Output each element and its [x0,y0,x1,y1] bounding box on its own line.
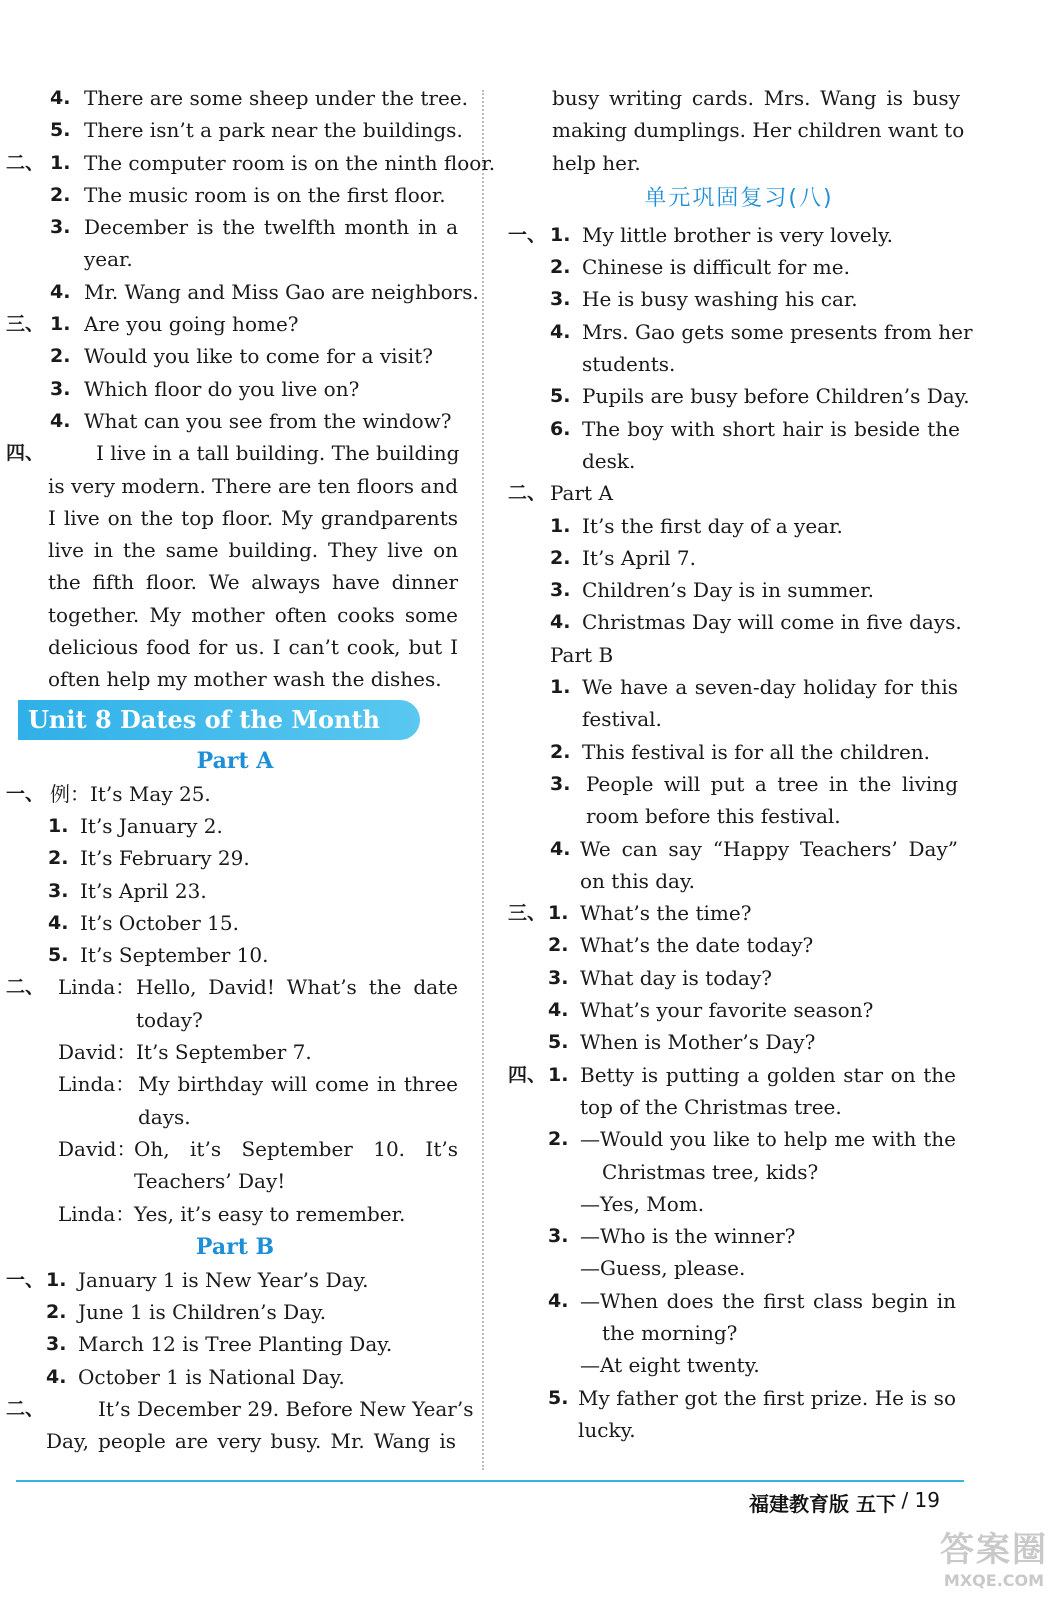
section-marker: 二、 [6,151,45,174]
paragraph-line: delicious food for us. I can’t cook, but I [48,635,458,660]
answer-text: What’s the date today? [580,933,814,958]
answer-text: top of the Christmas tree. [580,1094,842,1119]
answer-text: June 1 is Children’s Day. [78,1300,327,1325]
answer-text: the morning? [602,1320,738,1345]
answer-text: March 12 is Tree Planting Day. [78,1332,393,1357]
dialog-text: Teachers’ Day! [134,1169,286,1194]
item-number: 3. [48,879,69,902]
item-number: 4. [550,837,571,860]
answer-text: —Yes, Mom. [580,1191,705,1216]
dialog-speaker: David： [58,1040,137,1065]
paragraph-line: help her. [552,150,641,175]
item-number: 1. [548,1063,569,1086]
paragraph-line: making dumplings. Her children want to [552,118,965,143]
paragraph-line: live in the same building. They live on [48,538,458,563]
answer-text: Mr. Wang and Miss Gao are neighbors. [84,279,479,304]
section-marker: 一、 [508,223,547,246]
item-number: 3. [50,216,71,239]
item-number: 4. [48,911,69,934]
item-number: 4. [548,999,569,1022]
answer-text: —Who is the winner? [580,1224,796,1249]
item-number: 1. [50,313,71,336]
answer-text: —Would you like to help me with the [580,1127,956,1152]
item-number: 1. [48,814,69,837]
dialog-text: It’s September 7. [136,1040,312,1065]
answer-text: We can say “Happy Teachers’ Day” [580,836,958,861]
item-number: 4. [50,409,71,432]
dialog-speaker: Linda： [58,1201,136,1226]
answer-text: festival. [582,707,662,732]
answer-text: It’s February 29. [80,846,250,871]
answer-text: It’s October 15. [80,910,239,935]
answer-text: What day is today? [580,965,772,990]
example-answer: 例：It’s May 25. [50,781,211,806]
answer-text: December is the twelfth month in a [84,215,458,240]
answer-text: Mrs. Gao gets some presents from her [582,319,973,344]
dialog-speaker: Linda： [58,975,136,1000]
dialog-text: today? [136,1007,203,1032]
unit-review-heading: 单元巩固复习(八) [644,185,834,211]
answer-text: What’s your favorite season? [580,998,874,1023]
item-number: 1. [550,676,571,699]
page-number: / 19 [901,1488,940,1512]
answer-text: He is busy washing his car. [582,287,858,312]
item-number: 4. [46,1365,67,1388]
answer-text: There isn’t a park near the buildings. [84,118,463,143]
site-watermark [930,1522,1058,1594]
footer-publisher: 福建教育版 五下 [749,1492,896,1516]
answer-text: lucky. [578,1417,636,1442]
answer-text: Christmas tree, kids? [602,1159,819,1184]
answer-text: Would you like to come for a visit? [84,344,433,369]
answer-text: What can you see from the window? [84,408,452,433]
answer-text: It’s September 10. [80,943,269,968]
answer-text: Chinese is difficult for me. [582,255,850,280]
section-marker: 二、 [6,976,45,999]
section-marker: 一、 [6,782,45,805]
dialog-text: My birthday will come in three [138,1072,458,1097]
item-number: 5. [548,1386,569,1409]
item-number: 1. [50,151,71,174]
answer-text: Which floor do you live on? [84,376,360,401]
item-number: 3. [550,579,571,602]
item-number: 2. [50,345,71,368]
right-column [504,82,974,1446]
answer-text: Are you going home? [84,312,299,337]
answer-text: There are some sheep under the tree. [84,86,468,110]
item-number: 2. [46,1301,67,1324]
answer-text: It’s April 7. [582,545,696,570]
item-number: 2. [550,546,571,569]
answer-text: desk. [582,448,636,473]
item-number: 2. [550,256,571,279]
answer-text: —At eight twenty. [580,1353,760,1378]
part-label: Part B [550,642,614,667]
part-label: Part A [550,481,613,506]
item-number: 2. [550,740,571,763]
item-number: 1. [550,223,571,246]
item-number: 1. [548,902,569,925]
answer-text: It’s January 2. [80,813,223,838]
dialog-speaker: Linda： [58,1072,136,1097]
item-number: 5. [548,1031,569,1054]
item-number: 3. [550,288,571,311]
item-number: 4. [550,611,571,634]
answer-text: —Guess, please. [580,1256,746,1281]
answer-text: students. [582,352,676,377]
dialog-text: Yes, it’s easy to remember. [134,1201,406,1226]
paragraph-line: Day, people are very busy. Mr. Wang is [46,1429,456,1454]
section-marker: 三、 [6,313,45,336]
answer-text: It’s the first day of a year. [582,513,843,538]
answer-text: Pupils are busy before Children’s Day. [582,384,970,409]
answer-text: January 1 is New Year’s Day. [78,1267,369,1292]
answer-text: Children’s Day is in summer. [582,578,874,603]
paragraph-line: is very modern. There are ten floors and [48,473,458,498]
answer-text: It’s April 23. [80,878,207,903]
paragraph-line: busy writing cards. Mrs. Wang is busy [552,86,960,110]
paragraph-line: I live in a tall building. The building [96,441,460,466]
item-number: 4. [550,320,571,343]
paragraph-line: I live on the top floor. My grandparents [48,505,458,530]
section-marker: 四、 [508,1063,547,1086]
item-number: 5. [50,119,71,142]
section-marker: 二、 [508,482,547,505]
answer-text: on this day. [580,868,695,893]
section-marker: 二、 [6,1397,45,1420]
dialog-text: Hello, David! What’s the date [136,975,458,1000]
item-number: 4. [50,280,71,303]
paragraph-line: the fifth floor. We always have dinner [48,570,458,595]
answer-text: room before this festival. [586,804,841,829]
item-number: 1. [550,514,571,537]
item-number: 3. [46,1333,67,1356]
section-marker: 三、 [508,902,547,925]
paragraph-line: often help my mother wash the dishes. [48,667,442,692]
column-divider [482,90,484,1470]
item-number: 2. [548,934,569,957]
answer-text: Betty is putting a golden star on the [580,1062,956,1087]
item-number: 2. [50,183,71,206]
answer-text: —When does the first class begin in [580,1288,956,1313]
answer-text: We have a seven-day holiday for this [582,675,958,700]
answer-text: The music room is on the first floor. [84,182,446,207]
item-number: 4. [50,87,71,109]
answer-text: The computer room is on the ninth floor. [84,150,496,175]
dialog-text: days. [138,1104,191,1129]
item-number: 2. [548,1128,569,1151]
answer-text: My little brother is very lovely. [582,222,894,247]
item-number: 3. [548,1225,569,1248]
item-number: 3. [548,966,569,989]
dialog-speaker: David： [58,1136,137,1161]
item-number: 5. [550,385,571,408]
item-number: 6. [550,417,571,440]
watermark-url: MXQE.COM [943,1571,1045,1590]
section-marker: 四、 [6,442,45,465]
answer-text: People will put a tree in the living [586,771,958,796]
answer-text: This festival is for all the children. [582,739,931,764]
item-number: 5. [48,944,69,967]
watermark-logo-text: 答案圈 [940,1530,1048,1570]
item-number: 2. [48,847,69,870]
item-number: 3. [50,377,71,400]
item-number: 1. [46,1268,67,1291]
unit-title-banner: Unit 8 Dates of the Month [18,700,420,740]
item-number: 3. [550,772,571,795]
answer-text: October 1 is National Day. [78,1364,345,1389]
answer-text: The boy with short hair is beside the [582,416,960,441]
paragraph-line: together. My mother often cooks some [48,602,458,627]
part-b-heading: Part B [195,1233,275,1260]
part-a-heading: Part A [196,747,274,774]
answer-text: Christmas Day will come in five days. [582,610,962,635]
left-column [0,82,496,1458]
answer-text: When is Mother’s Day? [580,1030,816,1055]
answer-text: My father got the first prize. He is so [578,1385,956,1410]
paragraph-line: It’s December 29. Before New Year’s [98,1396,474,1421]
answer-text: year. [84,247,133,272]
footer-rule [16,1480,964,1482]
answer-text: What’s the time? [580,901,752,926]
section-marker: 一、 [6,1268,45,1291]
dialog-text: Oh, it’s September 10. It’s [134,1136,458,1161]
item-number: 4. [548,1289,569,1312]
